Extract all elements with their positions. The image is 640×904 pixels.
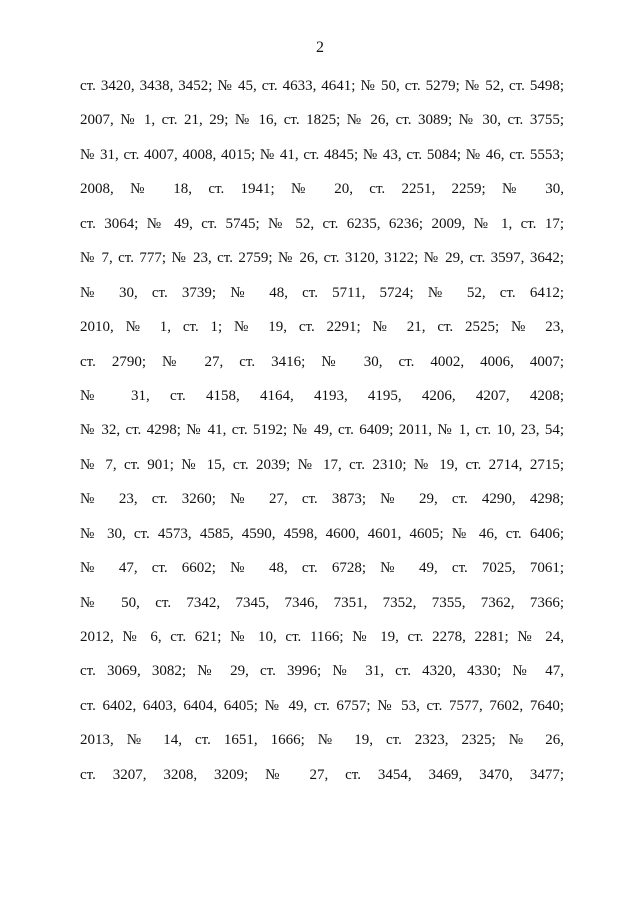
text-line: № 31, ст. 4158, 4164, 4193, 4195, 4206, 4207, 4208; [80,387,564,404]
text-line: ст. 2790; № 27, ст. 3416; № 30, ст. 4002, 4006, 4007; [80,353,564,370]
page-number: 2 [316,39,324,56]
text-line: № 30, ст. 4573, 4585, 4590, 4598, 4600, 4601, 4605; № 46, ст. 6406; [80,525,564,542]
text-line: № 23, ст. 3260; № 27, ст. 3873; № 29, ст. 4290, 4298; [80,491,564,508]
text-line: № 50, ст. 7342, 7345, 7346, 7351, 7352, 7355, 7362, 7366; [80,594,564,611]
text-line: ст. 3207, 3208, 3209; № 27, ст. 3454, 3469, 3470, 3477; [80,766,564,783]
text-line: ст. 3064; № 49, ст. 5745; № 52, ст. 6235, 6236; 2009, № 1, ст. 17; [80,215,564,232]
text-line: № 47, ст. 6602; № 48, ст. 6728; № 49, ст. 7025, 7061; [80,560,564,577]
text-line: 2010, № 1, ст. 1; № 19, ст. 2291; № 21, ст. 2525; № 23, [80,319,564,336]
document-body [80,76,564,799]
text-line: № 7, ст. 777; № 23, ст. 2759; № 26, ст. 3120, 3122; № 29, ст. 3597, 3642; [80,250,564,267]
text-line: 2012, № 6, ст. 621; № 10, ст. 1166; № 19, ст. 2278, 2281; № 24, [80,629,564,645]
text-line: № 31, ст. 4007, 4008, 4015; № 41, ст. 4845; № 43, ст. 5084; № 46, ст. 5553; [80,146,564,163]
text-line: ст. 6402, 6403, 6404, 6405; № 49, ст. 6757; № 53, ст. 7577, 7602, 7640; [80,697,564,714]
text-line: ст. 3069, 3082; № 29, ст. 3996; № 31, ст. 4320, 4330; № 47, [80,663,564,680]
text-line: ст. 3420, 3438, 3452; № 45, ст. 4633, 4641; № 50, ст. 5279; № 52, ст. 5498; [80,78,564,94]
text-line: 2013, № 14, ст. 1651, 1666; № 19, ст. 2323, 2325; № 26, [80,732,564,749]
text-line: № 30, ст. 3739; № 48, ст. 5711, 5724; № 52, ст. 6412; [80,284,564,301]
text-line: 2007, № 1, ст. 21, 29; № 16, ст. 1825; № 26, ст. 3089; № 30, ст. 3755; [80,112,564,129]
text-line: № 32, ст. 4298; № 41, ст. 5192; № 49, ст. 6409; 2011, № 1, ст. 10, 23, 54; [80,422,564,439]
text-line: № 7, ст. 901; № 15, ст. 2039; № 17, ст. 2310; № 19, ст. 2714, 2715; [80,456,564,473]
text-line: 2008, № 18, ст. 1941; № 20, ст. 2251, 2259; № 30, [80,181,564,198]
